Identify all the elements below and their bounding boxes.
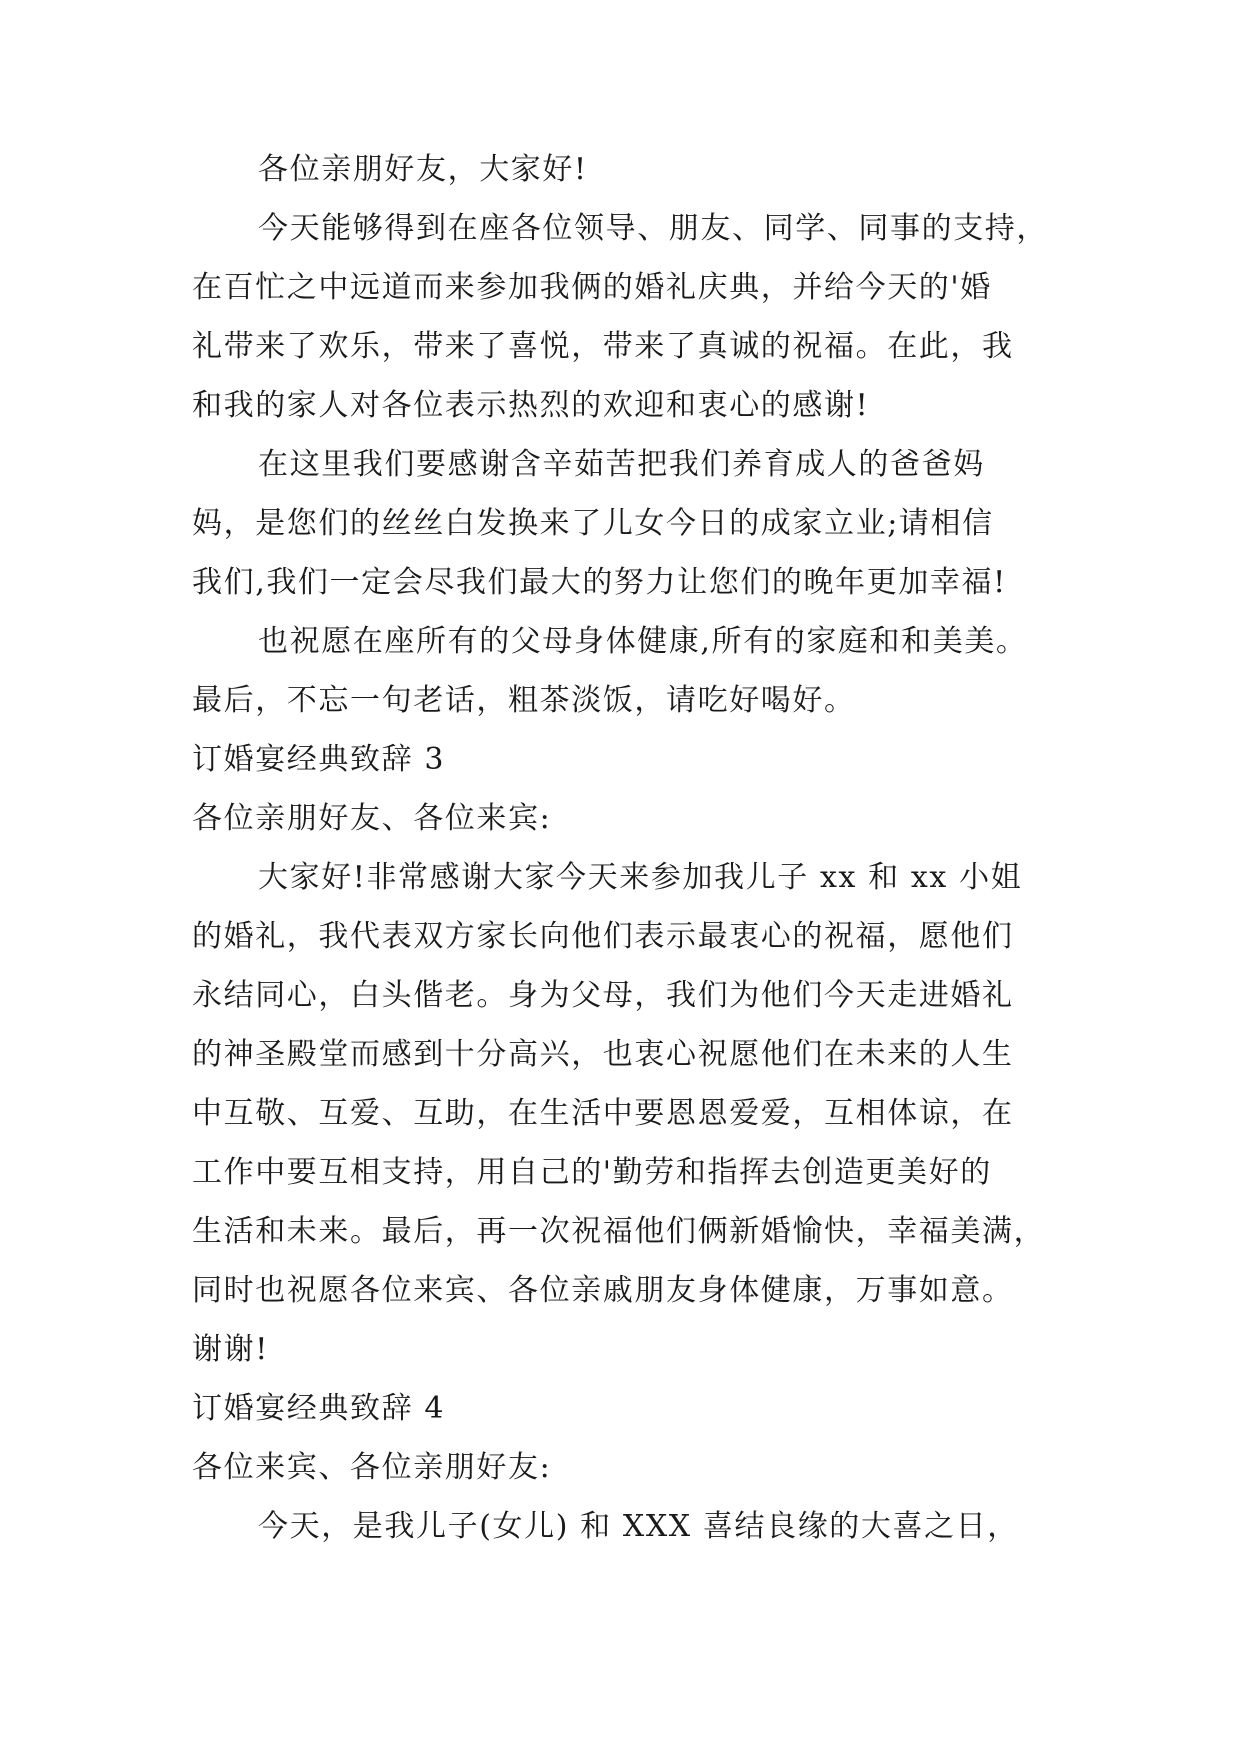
text-line: 大家好!非常感谢大家今天来参加我儿子 xx 和 xx 小姐 [258,860,1023,895]
text-line: 谢谢! [192,1332,269,1367]
text-line: 生活和未来。最后，再一次祝福他们俩新婚愉快，幸福美满， [192,1214,1046,1249]
section-heading: 订婚宴经典致辞 4 [192,1391,446,1426]
text-line: 中互敬、互爱、互助，在生活中要恩恩爱爱，互相体谅，在 [192,1096,1014,1131]
text-line: 各位亲朋好友，大家好! [258,152,588,187]
text-line: 我们,我们一定会尽我们最大的努力让您们的晚年更加幸福! [192,565,1007,600]
text-line: 在这里我们要感谢含辛茹苦把我们养育成人的爸爸妈 [258,447,985,482]
text-line: 在百忙之中远道而来参加我俩的婚礼庆典，并给今天的'婚 [192,270,992,305]
section-heading: 订婚宴经典致辞 3 [192,742,446,777]
text-line: 的婚礼，我代表双方家长向他们表示最衷心的祝福，愿他们 [192,919,1014,954]
text-line: 今天，是我儿子(女儿) 和 XXX 喜结良缘的大喜之日， [258,1509,1019,1544]
text-line: 工作中要互相支持，用自己的'勤劳和指挥去创造更美好的 [192,1155,992,1190]
text-line: 同时也祝愿各位来宾、各位亲戚朋友身体健康，万事如意。 [192,1273,1014,1308]
text-line: 最后，不忘一句老话，粗茶淡饭，请吃好喝好。 [192,683,856,718]
text-line: 今天能够得到在座各位领导、朋友、同学、同事的支持， [258,211,1048,246]
text-line: 永结同心，白头偕老。身为父母，我们为他们今天走进婚礼 [192,978,1014,1013]
salutation: 各位亲朋好友、各位来宾: [192,801,552,836]
text-line: 妈，是您们的丝丝白发换来了儿女今日的成家立业;请相信 [192,506,994,541]
text-line: 礼带来了欢乐，带来了喜悦，带来了真诚的祝福。在此，我 [192,329,1014,364]
text-line: 也祝愿在座所有的父母身体健康,所有的家庭和和美美。 [258,624,1028,659]
text-line: 的神圣殿堂而感到十分高兴，也衷心祝愿他们在未来的人生 [192,1037,1014,1072]
salutation: 各位来宾、各位亲朋好友: [192,1450,552,1485]
text-line: 和我的家人对各位表示热烈的欢迎和衷心的感谢! [192,388,870,423]
